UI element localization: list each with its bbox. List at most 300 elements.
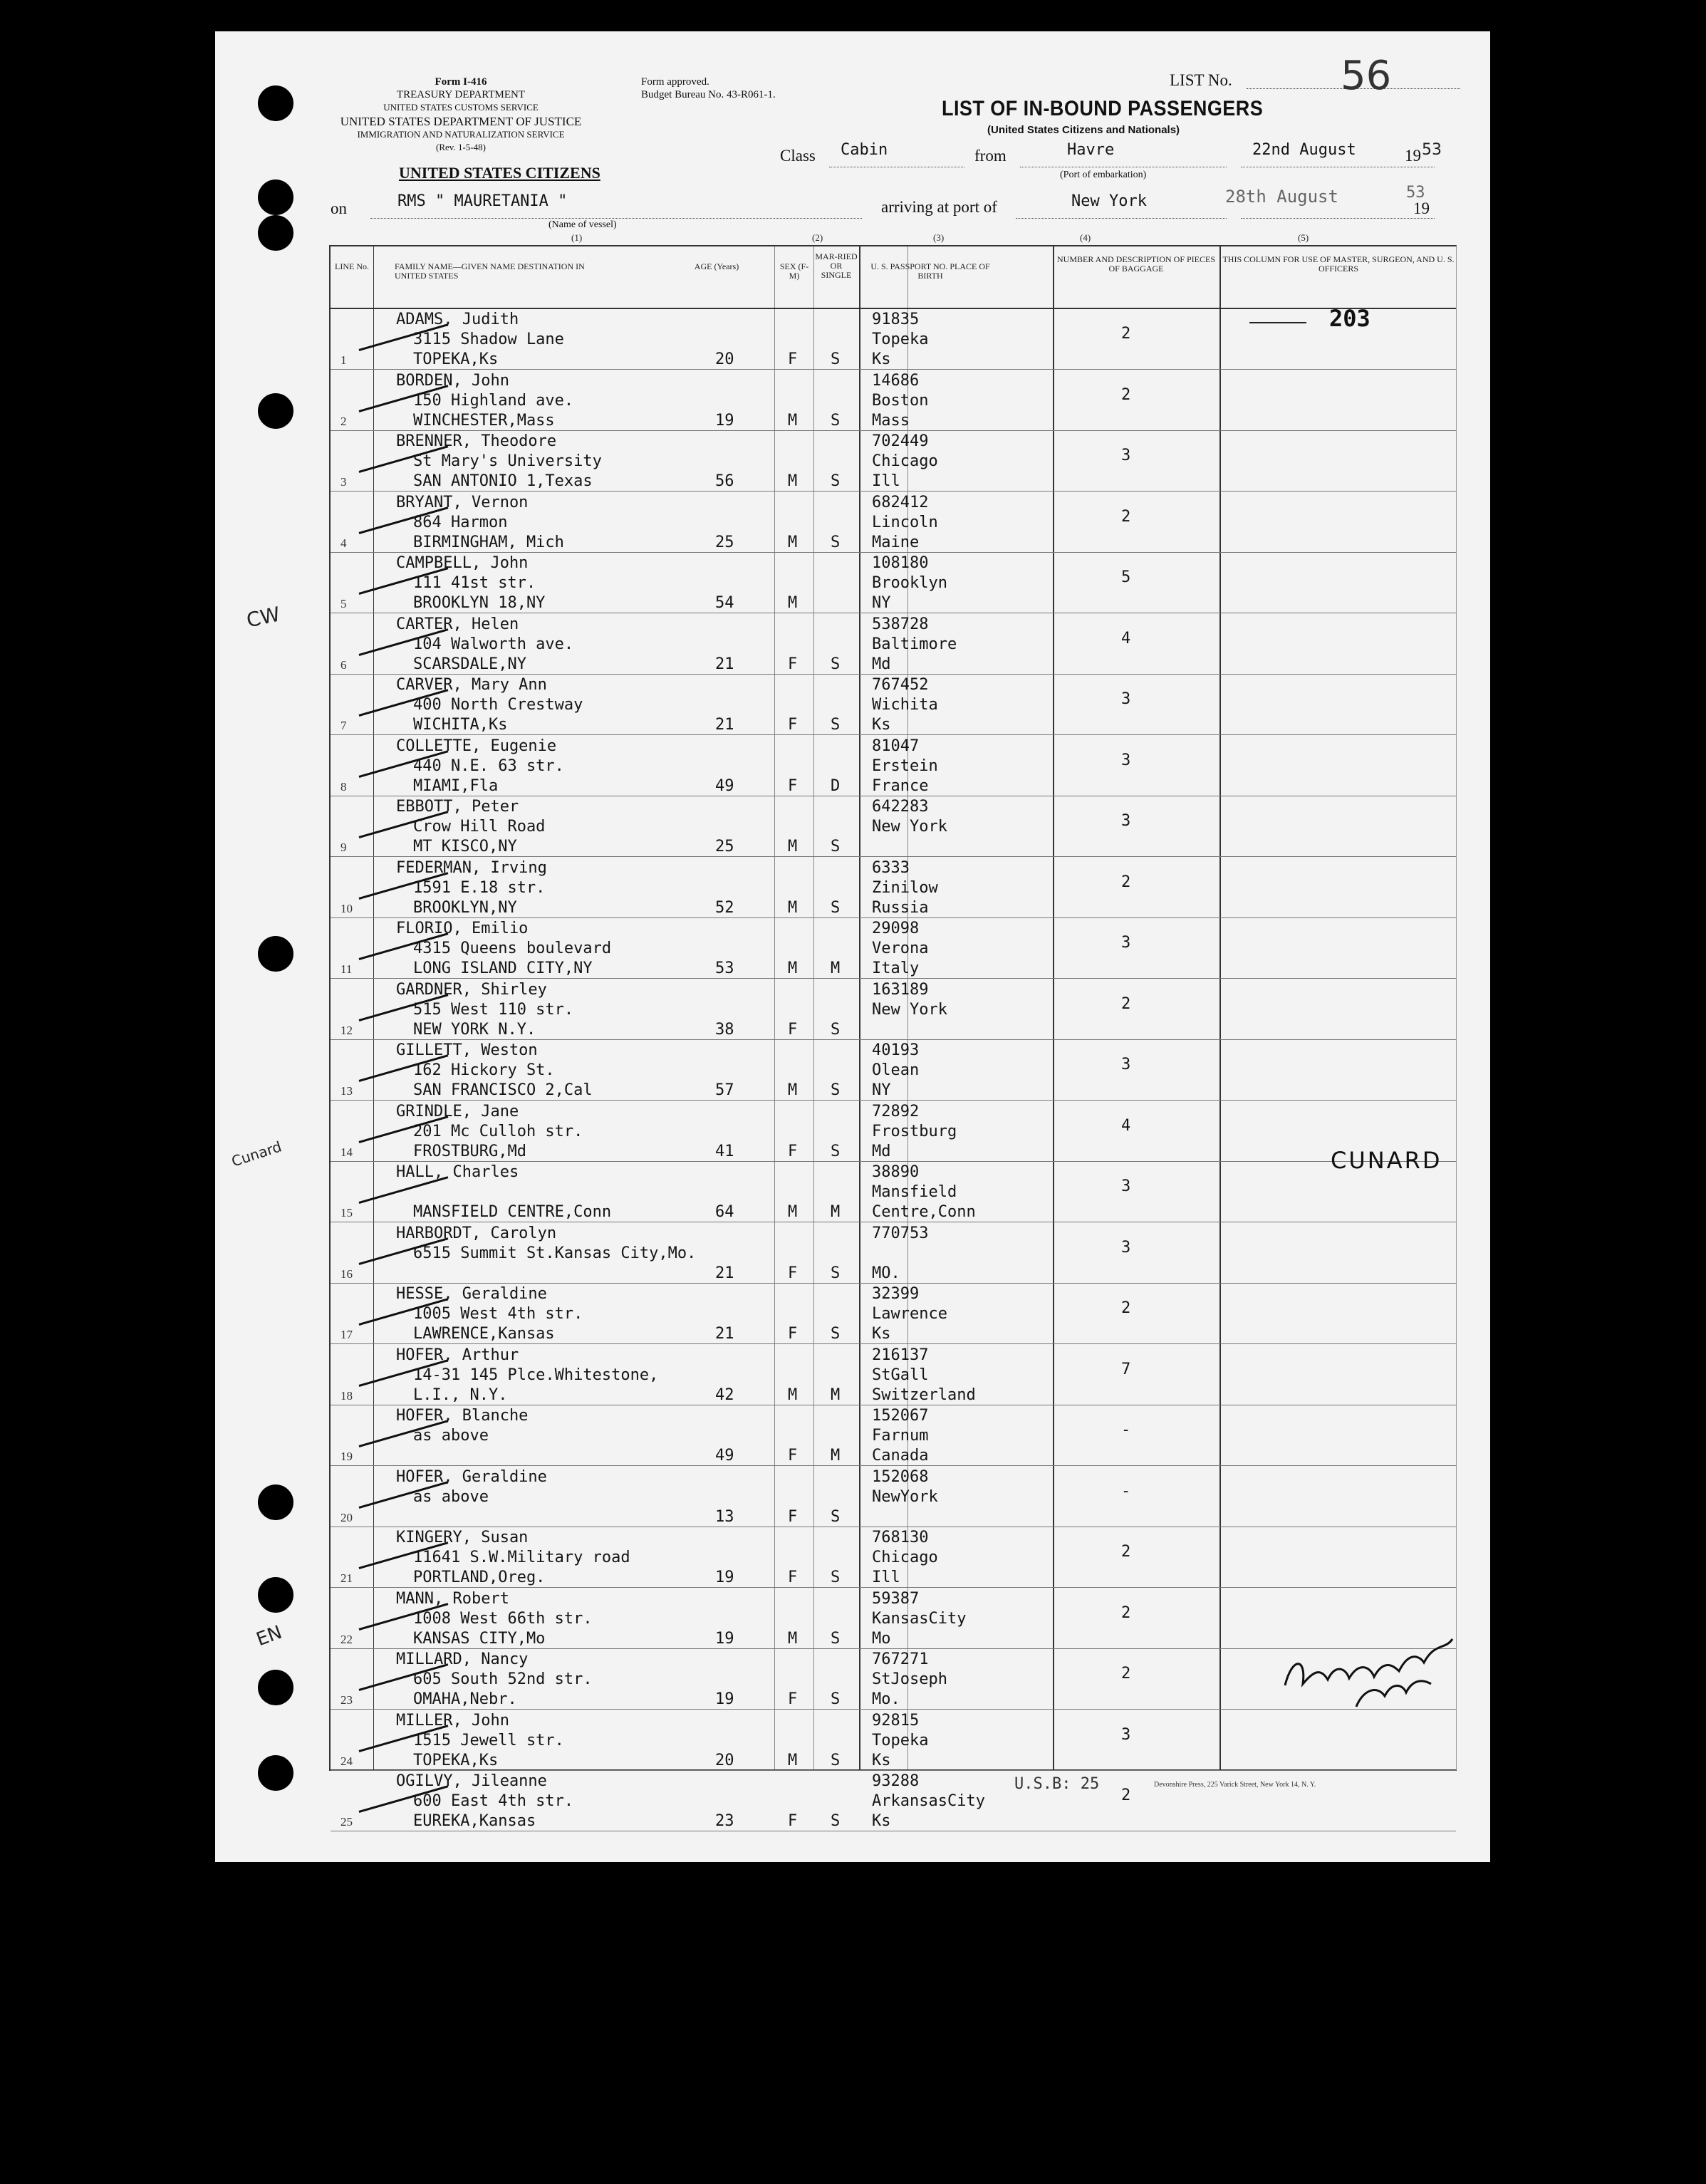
passenger-name: KINGERY, Susan: [396, 1529, 529, 1546]
passenger-address: 104 Walworth ave.: [413, 635, 574, 653]
passenger-sex: M: [788, 1629, 798, 1648]
passenger-name: COLLETTE, Eugenie: [396, 737, 557, 755]
passenger-address: 6515 Summit St.Kansas City,Mo.: [413, 1244, 697, 1262]
passenger-sex: F: [788, 1569, 798, 1586]
form-approved: Form approved.: [641, 76, 709, 88]
passport-number: 770753: [872, 1224, 929, 1242]
birthplace-region: Mo.: [872, 1690, 900, 1708]
passport-number: 92815: [872, 1711, 920, 1730]
passenger-address: 11641 S.W.Military road: [413, 1549, 630, 1566]
baggage-count: 2: [1121, 994, 1131, 1013]
table-row: [331, 1223, 1456, 1284]
passenger-marital: M: [831, 1385, 841, 1404]
passenger-city: SAN FRANCISCO 2,Cal: [413, 1081, 593, 1099]
passenger-city: BROOKLYN,NY: [413, 898, 517, 917]
officer-number: 203: [1329, 305, 1370, 332]
passport-number: 163189: [872, 980, 929, 999]
line-number: 1: [340, 353, 347, 367]
passenger-name: FEDERMAN, Irving: [396, 858, 547, 877]
binder-hole: [258, 393, 293, 429]
passenger-sex: M: [788, 1751, 798, 1769]
passport-number: 72892: [872, 1102, 920, 1120]
line-number: 23: [340, 1693, 353, 1707]
passenger-sex: M: [788, 472, 798, 490]
passenger-city: LONG ISLAND CITY,NY: [413, 960, 593, 977]
passenger-marital: M: [831, 960, 841, 977]
passenger-city: BROOKLYN 18,NY: [413, 594, 546, 612]
customs-service: UNITED STATES CUSTOMS SERVICE: [383, 102, 539, 113]
passenger-sex: M: [788, 594, 798, 612]
passenger-age: 49: [715, 776, 734, 795]
vessel-caption: (Name of vessel): [548, 219, 617, 230]
form-number: Form I-416: [435, 76, 487, 88]
baggage-count: 2: [1121, 507, 1131, 526]
passenger-age: 21: [715, 1325, 734, 1343]
passport-number: 767271: [872, 1650, 929, 1668]
passenger-name: CARVER, Mary Ann: [396, 676, 547, 694]
table-row: [331, 979, 1456, 1040]
passenger-address: St Mary's University: [413, 452, 602, 470]
passenger-name: HESSE, Geraldine: [396, 1285, 547, 1303]
passenger-age: 57: [715, 1081, 734, 1099]
passenger-city: FROSTBURG,Md: [413, 1142, 526, 1160]
passenger-marital: S: [831, 1629, 841, 1648]
line-number: 12: [340, 1023, 353, 1037]
passenger-city: MANSFIELD CENTRE,Conn: [413, 1203, 612, 1221]
passenger-marital: S: [831, 655, 841, 673]
birthplace-region: France: [872, 776, 929, 795]
baggage-count: 2: [1121, 1603, 1131, 1622]
birthplace-region: NY: [872, 1081, 891, 1099]
passenger-sex: M: [788, 533, 798, 551]
birthplace-region: Centre,Conn: [872, 1203, 976, 1221]
baggage-count: -: [1121, 1482, 1131, 1500]
passenger-marital: S: [831, 1751, 841, 1769]
birthplace-region: Md: [872, 655, 891, 673]
passenger-city: WINCHESTER,Mass: [413, 411, 555, 430]
col-header-baggage: NUMBER AND DESCRIPTION OF PIECES OF BAGGAGE: [1056, 254, 1216, 274]
passport-number: 538728: [872, 615, 929, 633]
passenger-name: MILLER, John: [396, 1711, 509, 1730]
passenger-marital: S: [831, 1507, 841, 1526]
passport-number: 93288: [872, 1772, 920, 1790]
from-label: from: [974, 147, 1007, 165]
class-value: Cabin: [841, 141, 888, 159]
baggage-count: 2: [1121, 1665, 1131, 1683]
birthplace-region: MO.: [872, 1264, 900, 1282]
passenger-address: as above: [413, 1427, 489, 1445]
birthplace-region: Maine: [872, 533, 920, 551]
baggage-count: 2: [1121, 1299, 1131, 1317]
binder-hole: [258, 1670, 293, 1705]
passenger-address: 605 South 52nd str.: [413, 1670, 593, 1688]
passenger-name: GARDNER, Shirley: [396, 980, 547, 999]
arriving-label: arriving at port of: [881, 198, 997, 216]
baggage-count: 3: [1121, 1177, 1131, 1195]
binder-hole: [258, 215, 293, 251]
passenger-address: 4315 Queens boulevard: [413, 940, 612, 957]
passport-number: 767452: [872, 676, 929, 694]
binder-hole: [258, 85, 293, 121]
passport-number: 14686: [872, 371, 920, 390]
cw-annotation: CW: [244, 602, 283, 633]
table-row: [331, 553, 1456, 613]
line-number: 15: [340, 1206, 353, 1220]
passenger-name: HOFER, Arthur: [396, 1346, 519, 1364]
passenger-marital: S: [831, 1690, 841, 1708]
line-number: 19: [340, 1450, 353, 1463]
passenger-sex: F: [788, 1020, 798, 1039]
baggage-count: 3: [1121, 934, 1131, 952]
col-num-4: (4): [1080, 232, 1091, 243]
line-number: 13: [340, 1084, 353, 1098]
passport-number: 702449: [872, 432, 929, 450]
passport-number: 81047: [872, 737, 920, 755]
birthplace-region: Ks: [872, 1812, 891, 1830]
passenger-city: SCARSDALE,NY: [413, 655, 526, 673]
passport-number: 152067: [872, 1407, 929, 1425]
passenger-city: EUREKA,Kansas: [413, 1812, 536, 1830]
birthplace-city: Topeka: [872, 331, 929, 348]
line-number: 7: [340, 719, 347, 732]
passport-number: 152068: [872, 1467, 929, 1486]
depart-year-prefix: 19: [1405, 147, 1421, 165]
table-row: [331, 736, 1456, 796]
col-num-3: (3): [933, 232, 945, 243]
passenger-age: 20: [715, 350, 734, 368]
citizens-label: UNITED STATES CITIZENS: [399, 164, 600, 182]
arrive-date-line: [1241, 218, 1435, 219]
passport-number: 216137: [872, 1346, 929, 1364]
treasury-dept: TREASURY DEPARTMENT: [396, 89, 526, 100]
passenger-sex: M: [788, 1385, 798, 1404]
passenger-marital: S: [831, 350, 841, 368]
birthplace-city: Verona: [872, 940, 929, 957]
table-row: [331, 1771, 1456, 1831]
birthplace-city: Erstein: [872, 756, 938, 775]
passenger-city: KANSAS CITY,Mo: [413, 1629, 546, 1648]
passenger-city: MIAMI,Fla: [413, 776, 499, 795]
passenger-age: 19: [715, 1629, 734, 1648]
passenger-name: HALL, Charles: [396, 1163, 519, 1181]
passenger-sex: M: [788, 960, 798, 977]
binder-hole: [258, 1484, 293, 1520]
passenger-city: MT KISCO,NY: [413, 838, 517, 856]
table-row: [331, 1101, 1456, 1162]
passenger-city: TOPEKA,Ks: [413, 350, 499, 368]
depart-year: 53: [1422, 141, 1442, 159]
arrive-year: 53: [1406, 184, 1425, 202]
passenger-name: BRYANT, Vernon: [396, 493, 529, 511]
line-number: 20: [340, 1510, 353, 1524]
passenger-age: 25: [715, 533, 734, 551]
depart-date: 22nd August: [1252, 141, 1356, 159]
passport-number: 32399: [872, 1285, 920, 1303]
birthplace-city: Lawrence: [872, 1305, 947, 1323]
passenger-city: LAWRENCE,Kansas: [413, 1325, 555, 1343]
passenger-address: 150 Highland ave.: [413, 391, 574, 410]
passenger-address: 3115 Shadow Lane: [413, 331, 564, 348]
birthplace-city: New York: [872, 818, 947, 836]
col-header-name: FAMILY NAME—GIVEN NAME DESTINATION IN UNITED STATES: [395, 261, 585, 281]
cunard-annotation: CUNARD: [1331, 1147, 1442, 1174]
birthplace-region: Ks: [872, 716, 891, 734]
passenger-address: 400 North Crestway: [413, 696, 583, 714]
justice-dept: UNITED STATES DEPARTMENT OF JUSTICE: [340, 115, 582, 128]
passenger-age: 25: [715, 838, 734, 856]
passenger-marital: S: [831, 1812, 841, 1830]
embark-port: Havre: [1067, 141, 1115, 159]
arrive-port: New York: [1071, 192, 1147, 210]
passenger-sex: F: [788, 1507, 798, 1526]
baggage-count: 4: [1121, 629, 1131, 648]
baggage-count: -: [1121, 1421, 1131, 1439]
line-number: 5: [340, 597, 347, 610]
en-annotation: EN: [253, 1621, 285, 1651]
passenger-sex: M: [788, 1081, 798, 1099]
table-row: [331, 1710, 1456, 1771]
passenger-name: MILLARD, Nancy: [396, 1650, 529, 1668]
birthplace-city: Mansfield: [872, 1183, 957, 1201]
birthplace-city: Chicago: [872, 1549, 938, 1566]
passenger-address: 111 41st str.: [413, 574, 536, 592]
form-header-left: [315, 76, 607, 114]
passport-number: 29098: [872, 920, 920, 937]
signature-scribble: [1278, 1600, 1463, 1714]
birthplace-region: Switzerland: [872, 1385, 976, 1404]
passenger-age: 21: [715, 655, 734, 673]
col-header-sex: SEX (F-M): [779, 261, 809, 281]
passenger-list-page: [215, 31, 1490, 1862]
passenger-marital: S: [831, 838, 841, 856]
passenger-address: Crow Hill Road: [413, 818, 546, 836]
birthplace-city: StGall: [872, 1366, 929, 1384]
birthplace-city: ArkansasCity: [872, 1792, 985, 1810]
line-number: 18: [340, 1388, 353, 1403]
on-label: on: [331, 199, 347, 217]
passport-number: 6333: [872, 858, 910, 877]
passenger-name: HOFER, Geraldine: [396, 1467, 547, 1486]
birthplace-region: Mass: [872, 411, 910, 430]
line-number: 11: [340, 962, 353, 976]
table-row: [331, 370, 1456, 431]
birthplace-region: Canada: [872, 1447, 929, 1465]
passenger-name: ADAMS, Judith: [396, 311, 519, 328]
birthplace-city: Farnum: [872, 1427, 929, 1445]
passenger-city: NEW YORK N.Y.: [413, 1020, 536, 1039]
passenger-name: GRINDLE, Jane: [396, 1102, 519, 1120]
passenger-sex: M: [788, 1203, 798, 1221]
passenger-age: 19: [715, 1569, 734, 1586]
table-row: [331, 431, 1456, 492]
birthplace-city: Wichita: [872, 696, 938, 714]
binder-hole: [258, 1755, 293, 1791]
revision: (Rev. 1-5-48): [436, 142, 486, 152]
line-number: 4: [340, 536, 347, 550]
table-row: [331, 918, 1456, 979]
passenger-sex: F: [788, 716, 798, 734]
table-row: [331, 796, 1456, 857]
birthplace-city: Baltimore: [872, 635, 957, 653]
passenger-age: 21: [715, 716, 734, 734]
birthplace-city: Lincoln: [872, 513, 938, 531]
passport-number: 768130: [872, 1529, 929, 1546]
passenger-sex: F: [788, 1690, 798, 1708]
line-number: 16: [340, 1267, 353, 1281]
cunard-margin-annotation: Cunard: [229, 1138, 284, 1170]
line-number: 24: [340, 1754, 353, 1768]
page-title: LIST OF IN-BOUND PASSENGERS: [942, 97, 1264, 120]
table-row: [331, 1405, 1456, 1466]
passenger-address: 600 East 4th str.: [413, 1792, 574, 1810]
table-row: [331, 675, 1456, 735]
list-no-value: 56: [1341, 53, 1392, 99]
passenger-sex: F: [788, 776, 798, 795]
passenger-sex: M: [788, 411, 798, 430]
birthplace-region: Ks: [872, 350, 891, 368]
passenger-age: 54: [715, 594, 734, 612]
birthplace-region: Ill: [872, 1569, 900, 1586]
passenger-age: 49: [715, 1447, 734, 1465]
baggage-count: 3: [1121, 751, 1131, 769]
passenger-marital: S: [831, 1264, 841, 1282]
passenger-sex: M: [788, 898, 798, 917]
passenger-marital: M: [831, 1203, 841, 1221]
table-row: [331, 1527, 1456, 1588]
ins-service: IMMIGRATION AND NATURALIZATION SERVICE: [357, 129, 565, 140]
birthplace-city: StJoseph: [872, 1670, 947, 1688]
birthplace-city: Boston: [872, 391, 929, 410]
passenger-age: 21: [715, 1264, 734, 1282]
birthplace-city: NewYork: [872, 1487, 938, 1506]
passenger-marital: S: [831, 1142, 841, 1160]
class-label: Class: [780, 147, 816, 165]
passenger-age: 52: [715, 898, 734, 917]
passenger-age: 19: [715, 411, 734, 430]
passenger-name: EBBOTT, Peter: [396, 798, 519, 816]
binder-hole: [258, 1577, 293, 1613]
budget-bureau: Budget Bureau No. 43-R061-1.: [641, 89, 776, 100]
passenger-address: 1008 West 66th str.: [413, 1609, 593, 1628]
passenger-age: 38: [715, 1020, 734, 1039]
baggage-count: 5: [1121, 568, 1131, 586]
passenger-name: HARBORDT, Carolyn: [396, 1224, 557, 1242]
birthplace-region: NY: [872, 594, 891, 612]
baggage-count: 3: [1121, 447, 1131, 464]
passenger-name: BRENNER, Theodore: [396, 432, 557, 450]
col-num-2: (2): [812, 232, 823, 243]
birthplace-city: Zinilow: [872, 878, 938, 897]
embark-caption: (Port of embarkation): [1060, 170, 1147, 180]
line-number: 8: [340, 779, 347, 794]
line-number: 25: [340, 1815, 353, 1829]
passenger-sex: F: [788, 1447, 798, 1465]
passenger-city: SAN ANTONIO 1,Texas: [413, 472, 593, 490]
line-number: 22: [340, 1632, 353, 1646]
passenger-sex: F: [788, 1325, 798, 1343]
passenger-address: 864 Harmon: [413, 513, 508, 531]
birthplace-region: Mo: [872, 1629, 891, 1648]
baggage-count: 2: [1121, 1543, 1131, 1561]
table-row: [331, 1040, 1456, 1101]
col-header-married: MAR-RIED OR SINGLE: [815, 251, 858, 280]
table-row: [331, 492, 1456, 553]
baggage-count: 3: [1121, 1238, 1131, 1257]
passenger-marital: S: [831, 716, 841, 734]
passport-number: 59387: [872, 1589, 920, 1608]
passenger-city: TOPEKA,Ks: [413, 1751, 499, 1769]
col-num-1: (1): [571, 232, 583, 243]
birthplace-region: Italy: [872, 960, 920, 977]
passenger-sex: F: [788, 350, 798, 368]
passenger-age: 53: [715, 960, 734, 977]
passenger-age: 42: [715, 1385, 734, 1404]
birthplace-city: Brooklyn: [872, 574, 947, 592]
passenger-name: CAMPBELL, John: [396, 554, 529, 572]
passenger-city: PORTLAND,Oreg.: [413, 1569, 546, 1586]
baggage-count: 4: [1121, 1116, 1131, 1135]
passenger-marital: S: [831, 1569, 841, 1586]
table-row: [331, 1284, 1456, 1344]
passenger-name: OGILVY, Jileanne: [396, 1772, 547, 1790]
passenger-address: 14-31 145 Plce.Whitestone,: [413, 1366, 659, 1384]
passenger-age: 19: [715, 1690, 734, 1708]
passport-number: 108180: [872, 554, 929, 572]
passenger-age: 56: [715, 472, 734, 490]
passenger-address: 1005 West 4th str.: [413, 1305, 583, 1323]
baggage-count: 2: [1121, 873, 1131, 891]
col-header-officers: THIS COLUMN FOR USE OF MASTER, SURGEON, AND U. S. OFFICERS: [1222, 254, 1455, 274]
baggage-count: 2: [1121, 1787, 1131, 1804]
col-header-age: AGE (Years): [694, 261, 739, 271]
birthplace-region: Ill: [872, 472, 900, 490]
baggage-count: 3: [1121, 690, 1131, 708]
form-approved-block: [641, 76, 776, 101]
birthplace-region: Ks: [872, 1325, 891, 1343]
table-row: [331, 1467, 1456, 1527]
passenger-address: 440 N.E. 63 str.: [413, 756, 564, 775]
arrive-port-line: [1016, 218, 1227, 219]
passenger-name: GILLETT, Weston: [396, 1041, 538, 1059]
vessel-name: RMS " MAURETANIA ": [397, 192, 568, 210]
line-number: 6: [340, 657, 347, 672]
birthplace-city: Olean: [872, 1061, 920, 1079]
passenger-name: BORDEN, John: [396, 371, 509, 390]
passenger-city: L.I., N.Y.: [413, 1385, 508, 1404]
justice-block: [315, 115, 607, 154]
passenger-city: BIRMINGHAM, Mich: [413, 533, 564, 551]
usb-code: U.S.B: 25: [1014, 1775, 1100, 1793]
birthplace-city: Topeka: [872, 1731, 929, 1749]
baggage-count: 3: [1121, 1056, 1131, 1073]
passport-number: 38890: [872, 1163, 920, 1181]
baggage-count: 3: [1121, 1725, 1131, 1744]
col-header-passport: U. S. PASSPORT NO. PLACE OF BIRTH: [870, 261, 990, 281]
passenger-marital: S: [831, 1020, 841, 1039]
birthplace-region: Russia: [872, 898, 929, 917]
passport-number: 40193: [872, 1041, 920, 1059]
table-row: [331, 309, 1456, 370]
passenger-marital: S: [831, 411, 841, 430]
passenger-address: 162 Hickory St.: [413, 1061, 555, 1079]
passenger-name: CARTER, Helen: [396, 615, 519, 633]
list-no-label: LIST No.: [1170, 71, 1232, 89]
passenger-sex: M: [788, 838, 798, 856]
line-number: 14: [340, 1145, 353, 1159]
line-number: 2: [340, 414, 347, 428]
binder-hole: [258, 936, 293, 972]
passport-number: 91835: [872, 311, 920, 328]
